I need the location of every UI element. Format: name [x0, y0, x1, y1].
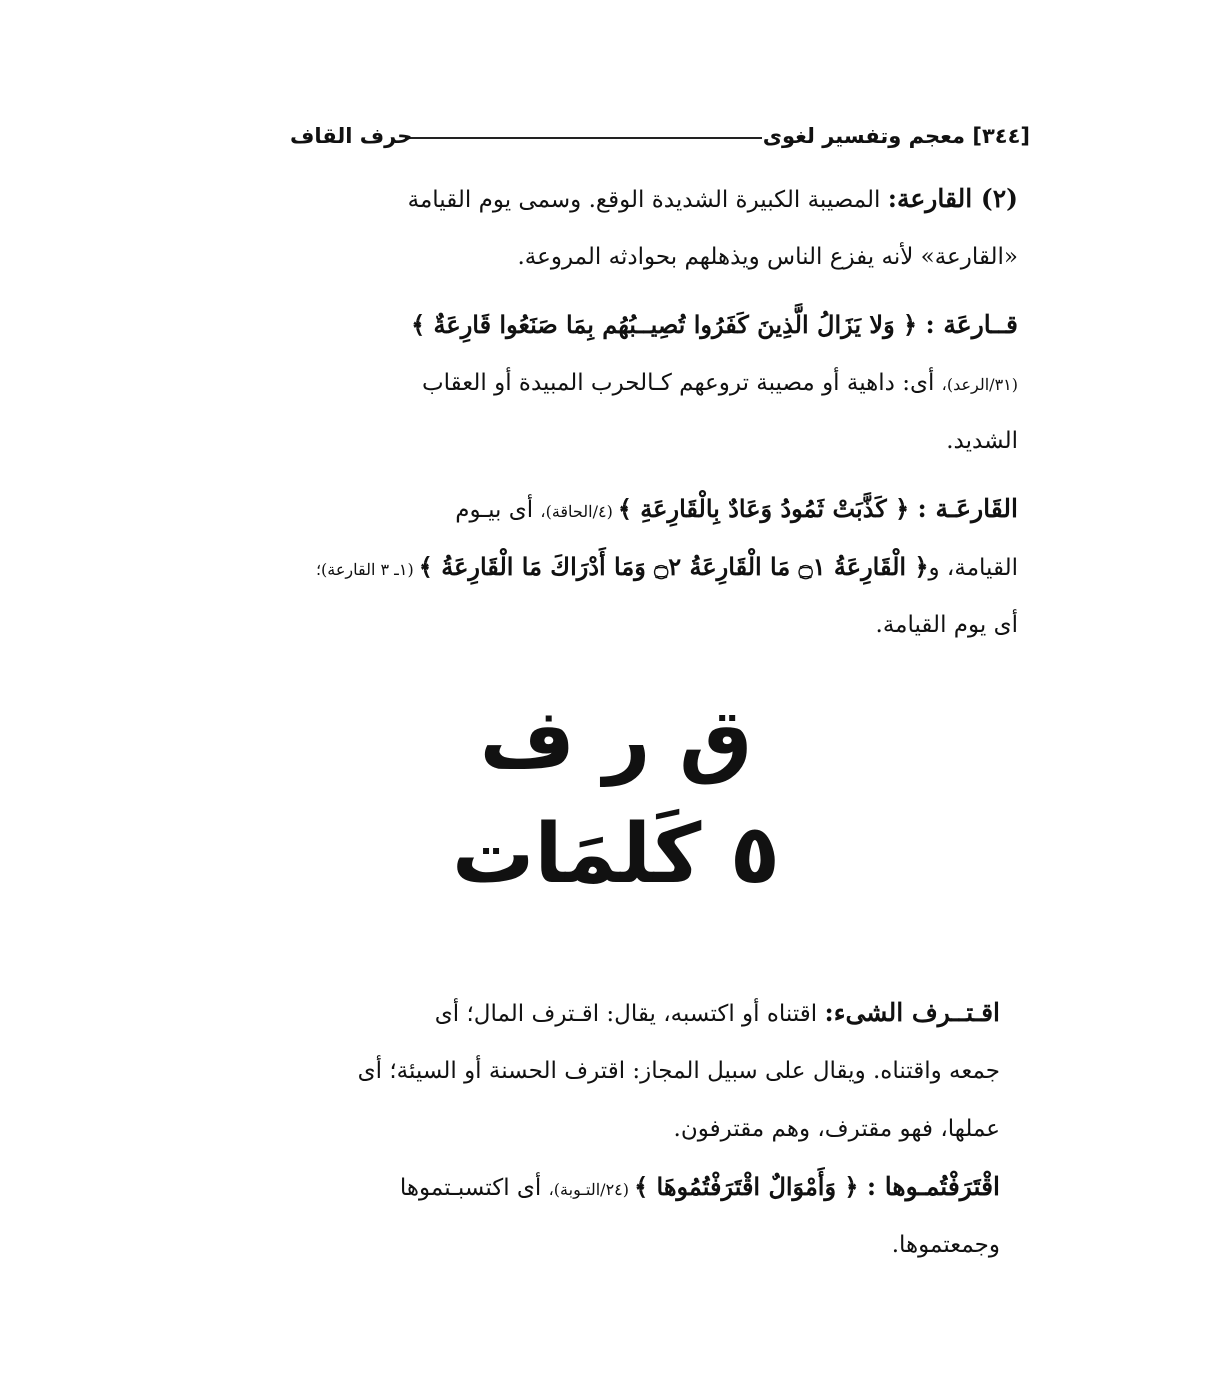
definition-text: «القارعة» لأنه يفزع الناس ويذهلهم بحوادثه المروعة. [517, 244, 1018, 270]
entry-line [272, 480, 1018, 538]
entry-line [250, 984, 1000, 1042]
entry-line [250, 1042, 1000, 1100]
definition-text: أى: داهية أو مصيبة تروعهم كـالحرب المبيدة أو العقاب [422, 370, 942, 396]
headword: (٢) القارعة: [887, 184, 1018, 213]
entry-line [250, 1158, 1000, 1216]
entry-al-qariah [272, 480, 1018, 654]
headword: اقْتَرَفْتُمـوها : [866, 1172, 1000, 1201]
entry-qariah [290, 296, 1018, 470]
entry-line [290, 296, 1018, 354]
entry-line [272, 538, 1018, 596]
running-header [290, 120, 1030, 154]
entry-line [290, 228, 1018, 286]
headword: القَارعَـة : [917, 494, 1018, 523]
headword: اقـتــرف الشىء: [824, 998, 1000, 1027]
definition-text: المصيبة الكبيرة الشديدة الوقع. وسمى يوم القيامة [407, 187, 888, 213]
quran-verse: ﴿ وَلا يَزَالُ الَّذِينَ كَفَرُوا تُصِيــبُهُم بِمَا صَنَعُوا قَارِعَةٌ ﴾ [411, 310, 926, 339]
verse-reference: (١ـ ٣ القارعة)؛ [315, 560, 419, 579]
verse-reference: (٤/الحاقة)، [540, 502, 618, 521]
definition-text: الشديد. [946, 428, 1018, 454]
entry-iqtaraftumuha [250, 1158, 1000, 1274]
verse-reference: (٢٤/التـوبة)، [548, 1180, 635, 1199]
definition-text: أى اكتسبـتموها [399, 1175, 549, 1201]
headword: قــارعَة : [925, 310, 1018, 339]
verse-reference: (٣١/الرعد)، [941, 375, 1018, 394]
entry-line [250, 1100, 1000, 1158]
definition-text: عملها، فهو مقترف، وهم مقترفون. [673, 1116, 1000, 1142]
definition-text: القيامة، و [928, 555, 1018, 581]
definition-text: جمعه واقتناه. ويقال على سبيل المجاز: اقترف الحسنة أو السيئة؛ أى [357, 1058, 1000, 1084]
quran-verse: ﴿ كَذَّبَتْ ثَمُودُ وَعَادٌ بِالْقَارِعَةِ ﴾ [617, 494, 918, 523]
definition-text: وجمعتموها. [891, 1232, 1000, 1258]
entry-line [290, 354, 1018, 412]
definition-text: اقتناه أو اكتسبه، يقال: اقـترف المال؛ أى [434, 1001, 825, 1027]
entry-iqtarafa [250, 984, 1000, 1158]
definition-text: أى بيـوم [455, 497, 541, 523]
entry-qariah-2 [290, 170, 1018, 286]
root-word-count: ٥ كَلمَات [452, 807, 780, 902]
entry-line [290, 170, 1018, 228]
header-rule [405, 137, 762, 139]
quran-verse: ﴿ وَأَمْوَالٌ اقْتَرَفْتُمُوهَا ﴾ [634, 1172, 867, 1201]
entry-line [250, 1216, 1000, 1274]
quran-verse: ﴿ الْقَارِعَةُ ۝١ مَا الْقَارِعَةُ ۝٢ وَمَا أَدْرَاكَ مَا الْقَارِعَةُ ﴾ [418, 552, 929, 581]
entry-line [290, 412, 1018, 470]
entry-line [272, 596, 1018, 654]
root-letters: ق ر ف [479, 692, 753, 787]
section-title: حرف القاف [290, 124, 413, 148]
page-title: [٣٤٤] معجم وتفسير لغوى [762, 124, 1030, 148]
definition-text: أى يوم القيامة. [875, 612, 1018, 638]
